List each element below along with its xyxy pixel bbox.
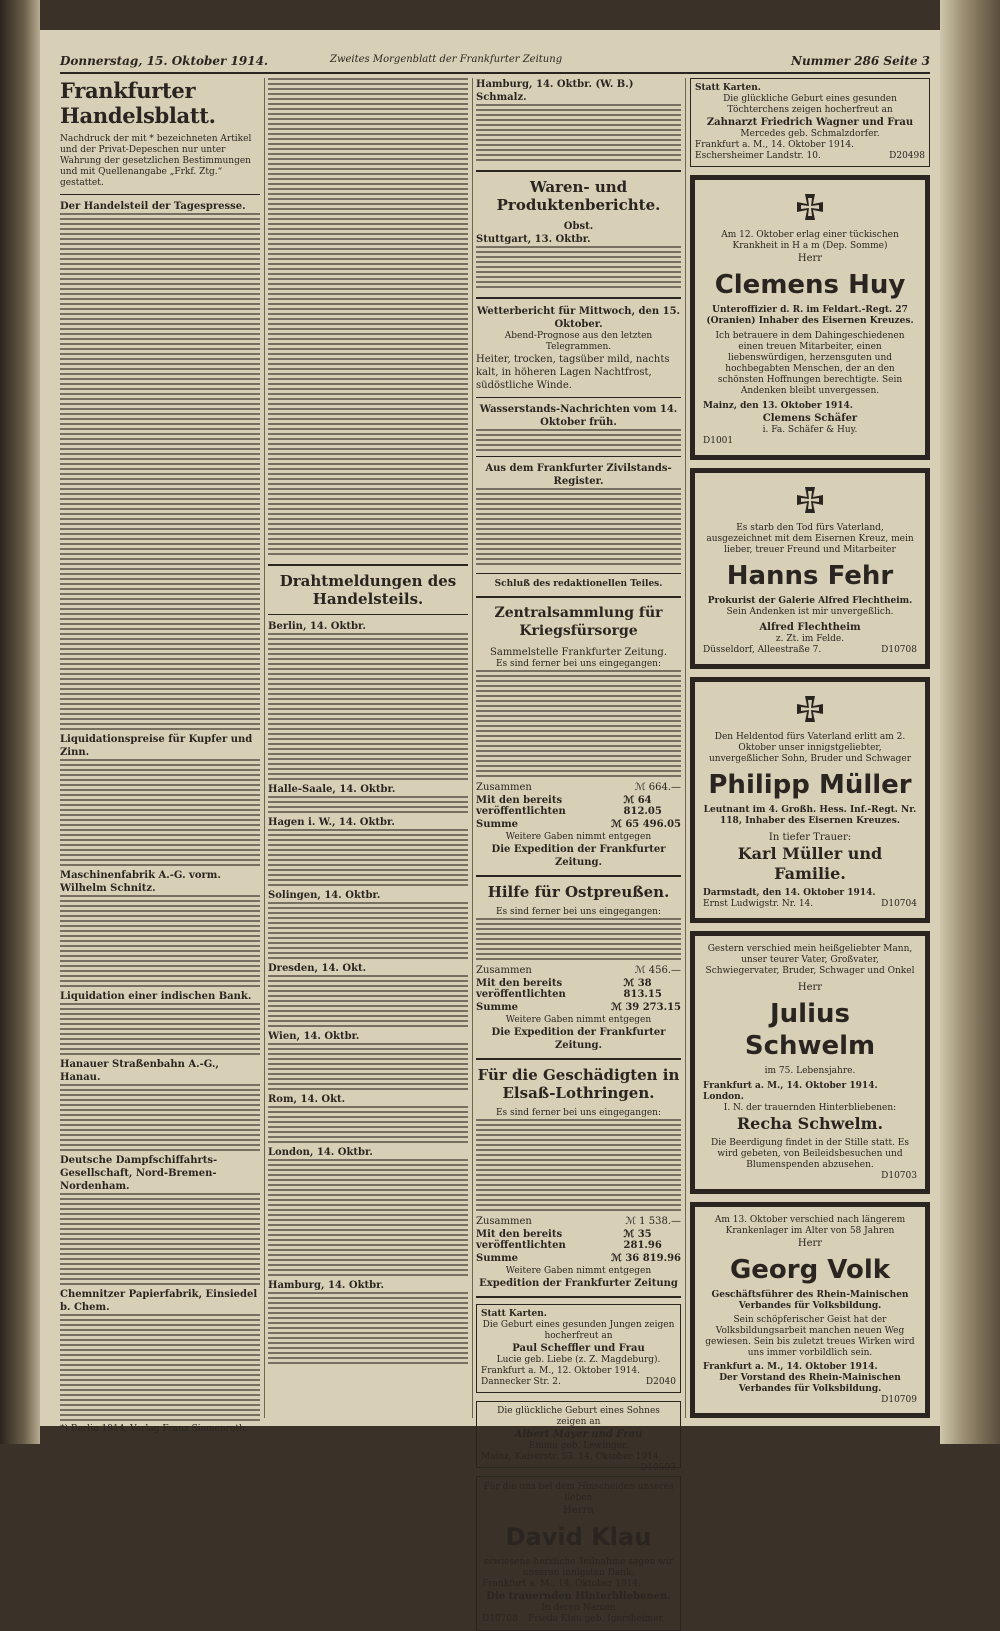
iron-cross-icon xyxy=(793,192,827,226)
notice-text: Für die uns bei dem Hinscheiden unseres lieben xyxy=(483,1482,674,1503)
notice-names: Zahnarzt Friedrich Wagner und Frau xyxy=(706,117,914,128)
iron-cross-icon xyxy=(793,485,827,519)
dispatch-text xyxy=(268,902,468,962)
column-handelsblatt xyxy=(60,78,260,1434)
notice-address: Dannecker Str. 2. D2040 xyxy=(481,1377,676,1387)
obituary-sign: z. Zt. im Felde. xyxy=(775,634,845,644)
section-title: Drahtmeldungen des Handelsteils. xyxy=(279,572,457,608)
dispatch-heading: Solingen, 14. Oktbr. xyxy=(268,890,381,901)
obituary-name: Clemens Huy xyxy=(714,270,906,300)
article-text xyxy=(60,1003,260,1058)
notice-text: Herrn xyxy=(563,1505,594,1516)
dispatch-text xyxy=(268,1106,468,1146)
register-text xyxy=(476,488,681,568)
dispatch-text xyxy=(268,975,468,1030)
donor-list xyxy=(476,1119,681,1214)
dispatch-heading: Berlin, 14. Oktbr. xyxy=(268,621,366,632)
section-title: Waren- und Produktenberichte. xyxy=(496,178,661,214)
notice-tag: Statt Karten. xyxy=(695,83,761,93)
obituary-text: Sein schöpferischer Geist hat der Volksbildungsarbeit manchen neuen Weg gewiesen. Sein bis zuletzt treues Wirken wird uns immer vorbildlich sein. xyxy=(705,1315,915,1358)
obituary-intro: Es starb den Tod fürs Vaterland, ausgezeichnet mit dem Eisernen Kreuz, mein lieber, treuer Freund und Mitarbeiter xyxy=(706,523,914,555)
obituary-place: London. xyxy=(703,1092,744,1102)
obituary-intro: Den Heldentod fürs Vaterland erlitt am 2. Oktober unser innigstgeliebter, unvergeßlicher Sohn, Bruder und Schwager xyxy=(708,732,912,764)
fund-subtitle: Sammelstelle Frankfurter Zeitung. xyxy=(490,647,667,658)
dispatch-heading: Halle-Saale, 14. Oktbr. xyxy=(268,784,396,795)
notice-place: Frankfurt a. M., 14. Oktober 1914. xyxy=(695,140,855,150)
article-text xyxy=(60,213,260,733)
header-edition: Zweites Morgenblatt der Frankfurter Zeitung xyxy=(330,54,563,65)
dispatch-heading: Dresden, 14. Okt. xyxy=(268,963,367,974)
column-rule xyxy=(472,78,473,1418)
dispatch-text xyxy=(268,796,468,816)
obituary-ref: D10703 xyxy=(881,1171,917,1181)
fund-title: Hilfe für Ostpreußen. xyxy=(487,883,670,901)
newspaper-page xyxy=(40,30,940,1624)
weather-text: Heiter, trocken, tagsüber mild, nachts kalt, in höheren Lagen Nachtfrost, südöstliche Winde. xyxy=(476,354,670,391)
footnote: *) Berlin 1914, Verlag Franz Siemenroth. xyxy=(60,1424,248,1434)
notice-sign: D10708 Frieda Klau geb. Igersheimer. xyxy=(482,1614,665,1624)
obituary xyxy=(690,175,930,460)
header-page-number: Nummer 286 Seite 3 xyxy=(790,54,930,68)
obituary-name: Georg Volk xyxy=(729,1255,891,1285)
sum-row: Summe ℳ 36 819.96 xyxy=(476,1253,681,1264)
birth-notice xyxy=(690,78,930,167)
obituary-place: Darmstadt, den 14. Oktober 1914. xyxy=(703,888,876,898)
obituary-sign: Clemens Schäfer xyxy=(762,413,858,424)
column-markets-and-funds xyxy=(476,78,681,1624)
notice-text: erwiesene herzliche Teilnahme sagen wir unseren innigsten Dank. xyxy=(483,1557,674,1578)
obituary xyxy=(690,1202,930,1418)
obituary-mourn: I. N. der trauernden Hinterbliebenen: xyxy=(723,1103,897,1113)
obituary-address: Ernst Ludwigstr. Nr. 14. D10704 xyxy=(703,899,917,909)
subsection-title: Obst. xyxy=(563,221,594,232)
dispatch-text xyxy=(268,829,468,889)
notice-text: Die glückliche Geburt eines gesunden Töchterchens zeigen hocherfreut an xyxy=(723,94,897,115)
notice-names: Albert Mayer und Frau xyxy=(514,1429,643,1440)
obituary-text: Sein Andenken ist mir unvergeßlich. xyxy=(726,607,894,617)
obituary-place: Frankfurt a. M., 14. Oktober 1914. xyxy=(703,1081,878,1091)
fund-intro: Es sind ferner bei uns eingegangen: xyxy=(495,1108,662,1118)
notice-text: Die Geburt eines gesunden Jungen zeigen hocherfreut an xyxy=(482,1320,675,1341)
dispatch-text xyxy=(268,1292,468,1367)
obituary-herr: Herr xyxy=(797,253,823,264)
obituary-rank: Prokurist der Galerie Alfred Flechtheim. xyxy=(707,596,913,606)
column-continued xyxy=(268,78,468,1418)
notice-sign: Die trauernden Hinterbliebenen. xyxy=(486,1591,671,1602)
fund-expedition: Die Expedition der Frankfurter Zeitung. xyxy=(491,844,666,868)
obituary-intro: Am 13. Oktober verschied nach längerem Krankenlager im Alter von 58 Jahren xyxy=(714,1215,906,1236)
water-level-table xyxy=(476,429,681,451)
market-heading: Hamburg, 14. Oktbr. (W. B.) Schmalz. xyxy=(476,79,634,103)
obituary xyxy=(690,677,930,923)
iron-cross-icon xyxy=(793,694,827,728)
birth-notice xyxy=(476,1304,681,1393)
fund-title: Zentralsammlung für Kriegsfürsorge xyxy=(494,605,663,639)
obituary-sign: Der Vorstand des Rhein-Mainischen Verbandes für Volksbildung. xyxy=(719,1373,901,1394)
obituary-sign: Recha Schwelm. xyxy=(736,1114,884,1133)
donor-list xyxy=(476,670,681,780)
page-header xyxy=(60,52,930,74)
obituary-rank: Unteroffizier d. R. im Feldart.-Regt. 27 (Oranien) Inhaber des Eisernen Kreuzes. xyxy=(706,305,914,326)
dispatch-text xyxy=(268,1043,468,1093)
obituary-text: Die Beerdigung findet in der Stille statt. Es wird gebeten, von Beileidsbesuchen und Blumenspenden abzusehen. xyxy=(711,1138,909,1170)
column-announcements xyxy=(690,78,930,1418)
left-page-edge xyxy=(0,0,40,1444)
weather-title: Wetterbericht für Mittwoch, den 15. Oktober. xyxy=(476,306,681,330)
sum-row: Mit den bereits veröffentlichten ℳ 64 812.05 xyxy=(476,795,662,817)
dispatch-text xyxy=(268,633,468,783)
dispatch-heading: Hamburg, 14. Oktbr. xyxy=(268,1280,384,1291)
notice-name: David Klau xyxy=(505,1523,652,1551)
obituary-name: Hanns Fehr xyxy=(726,561,894,591)
obituary-intro: Am 12. Oktober erlag einer tückischen Krankheit in H a m (Dep. Somme) xyxy=(721,230,899,251)
notice-names: Paul Scheffler und Frau xyxy=(512,1343,645,1354)
dispatch-text xyxy=(268,1159,468,1279)
market-text xyxy=(476,104,681,164)
sum-row: Zusammen ℳ 1 538.— xyxy=(476,1216,681,1227)
article-heading: Chemnitzer Papierfabrik, Einsiedel b. Chem. xyxy=(60,1289,258,1313)
sum-row: Zusammen ℳ 664.— xyxy=(476,782,681,793)
notice-nee: Emma geb. Lewinger. xyxy=(528,1441,629,1451)
column-rule xyxy=(264,78,265,1418)
obituary xyxy=(690,931,930,1194)
fund-expedition: Die Expedition der Frankfurter Zeitung. xyxy=(491,1027,666,1051)
notice-text: Die glückliche Geburt eines Sohnes zeigen an xyxy=(497,1406,660,1427)
notice-nee: Lucie geb. Liebe (z. Z. Magdeburg). xyxy=(496,1355,661,1365)
obituary-name: Philipp Müller xyxy=(708,770,912,800)
obituary-rank: Geschäftsführer des Rhein-Mainischen Verbandes für Volksbildung. xyxy=(711,1290,909,1311)
fund-more: Weitere Gaben nimmt entgegen xyxy=(505,832,652,842)
header-date: Donnerstag, 15. Oktober 1914. xyxy=(60,54,269,68)
sum-row: Summe ℳ 65 496.05 xyxy=(476,819,681,830)
notice-address: Eschersheimer Landstr. 10. D20498 xyxy=(695,151,925,161)
obituary-firm: i. Fa. Schäfer & Huy. xyxy=(762,425,858,435)
obituary-family: Karl Müller und Familie. xyxy=(737,844,883,883)
section-subtitle: Nachdruck der mit * bezeichneten Artikel und der Privat-Depeschen nur unter Wahrung der gesetzlichen Bestimmungen und mit Quellenangabe „Frkf. Ztg.“ gestattet. xyxy=(60,134,252,188)
sum-row: Zusammen ℳ 456.— xyxy=(476,965,681,976)
obituary-rank: Leutnant im 4. Großh. Hess. Inf.-Regt. Nr. 118, Inhaber des Eisernen Kreuzes. xyxy=(703,805,917,826)
obituary-name: Julius Schwelm xyxy=(744,999,876,1061)
obituary-text: Ich betrauere in dem Dahingeschiedenen einen treuen Mitarbeiter, einen liebenswürdigen, herzensguten und hochbegabten Menschen, der an den schönsten Hoffnungen berechtigte. Sein Andenken bleibt unvergessen. xyxy=(715,331,905,396)
section-title: Frankfurter Handelsblatt. xyxy=(60,78,216,128)
obituary-mourn: In tiefer Trauer: xyxy=(768,832,852,843)
article-text xyxy=(60,759,260,869)
article-heading: Maschinenfabrik A.-G. vorm. Wilhelm Schnitz. xyxy=(60,870,221,894)
article-heading: Liquidation einer indischen Bank. xyxy=(60,991,252,1002)
dispatch-heading: Rom, 14. Okt. xyxy=(268,1094,346,1105)
notice-nee: Mercedes geb. Schmalzdorfer. xyxy=(740,129,880,139)
column-rule xyxy=(685,78,686,1418)
obituary-herr: Herr xyxy=(797,1238,823,1249)
sum-row: Summe ℳ 39 273.15 xyxy=(476,1002,681,1013)
sum-row: Mit den bereits veröffentlichten ℳ 35 281.96 xyxy=(476,1229,662,1251)
notice-place: Mainz, Kaiserstr. 53. 14. Oktober 1914. D10593 xyxy=(481,1452,676,1473)
obituary-place: Düsseldorf, Alleestraße 7. D10708 xyxy=(703,645,917,655)
notice-text: In deren Namen xyxy=(541,1603,616,1613)
notice-place: Frankfurt a. M., 12. Oktober 1914. xyxy=(481,1366,641,1376)
obituary-ref: D10709 xyxy=(881,1395,917,1405)
thanks-notice xyxy=(476,1476,681,1631)
weather-subtitle: Abend-Prognose aus den letzten Telegrammen. xyxy=(504,331,653,352)
end-of-editorial: Schluß des redaktionellen Teiles. xyxy=(494,579,663,589)
notice-place: Frankfurt a. M., 14. Oktober 1914. xyxy=(482,1579,642,1589)
obituary-sign: Alfred Flechtheim xyxy=(759,622,861,633)
right-page-edge xyxy=(940,0,1000,1444)
register-title: Aus dem Frankfurter Zivilstands-Register. xyxy=(485,463,672,487)
fund-more: Weitere Gaben nimmt entgegen xyxy=(505,1266,652,1276)
obituary-age: im 75. Lebensjahre. xyxy=(764,1066,856,1076)
article-text xyxy=(60,1193,260,1288)
article-text xyxy=(60,1084,260,1154)
report-text xyxy=(476,246,681,291)
donor-list xyxy=(476,918,681,963)
fund-intro: Es sind ferner bei uns eingegangen: xyxy=(495,907,662,917)
obituary-intro: Gestern verschied mein heißgeliebter Mann, unser teurer Vater, Großvater, Schwiegervater, Bruder, Schwager und Onkel xyxy=(705,944,915,976)
article-text xyxy=(60,1314,260,1424)
fund-expedition: Expedition der Frankfurter Zeitung xyxy=(479,1278,678,1289)
article-text xyxy=(268,78,468,558)
obituary-ref: D1001 xyxy=(703,436,734,446)
article-heading: Der Handelsteil der Tagespresse. xyxy=(60,201,246,212)
article-text xyxy=(60,895,260,990)
fund-title: Für die Geschädigten in Elsaß-Lothringen. xyxy=(477,1066,680,1102)
article-heading: Deutsche Dampfschiffahrts-Gesellschaft, Nord-Bremen-Nordenham. xyxy=(60,1155,218,1192)
obituary xyxy=(690,468,930,669)
fund-intro: Es sind ferner bei uns eingegangen: xyxy=(495,659,662,669)
notice-tag: Statt Karten. xyxy=(481,1309,547,1319)
obituary-place: Mainz, den 13. Oktober 1914. xyxy=(703,401,853,411)
article-heading: Liquidationspreise für Kupfer und Zinn. xyxy=(60,734,253,758)
fund-more: Weitere Gaben nimmt entgegen xyxy=(505,1015,652,1025)
obituary-herr: Herr xyxy=(797,982,823,993)
obituary-place: Frankfurt a. M., 14. Oktober 1914. xyxy=(703,1362,878,1372)
dispatch-heading: Hagen i. W., 14. Oktbr. xyxy=(268,817,395,828)
dispatch-heading: London, 14. Oktbr. xyxy=(268,1147,373,1158)
water-level-title: Wasserstands-Nachrichten vom 14. Oktober früh. xyxy=(479,404,678,428)
birth-notice xyxy=(476,1401,681,1473)
sum-row: Mit den bereits veröffentlichten ℳ 38 813.15 xyxy=(476,978,662,1000)
dispatch-heading: Wien, 14. Oktbr. xyxy=(268,1031,360,1042)
report-heading: Stuttgart, 13. Oktbr. xyxy=(476,234,591,245)
article-heading: Hanauer Straßenbahn A.-G., Hanau. xyxy=(60,1059,219,1083)
